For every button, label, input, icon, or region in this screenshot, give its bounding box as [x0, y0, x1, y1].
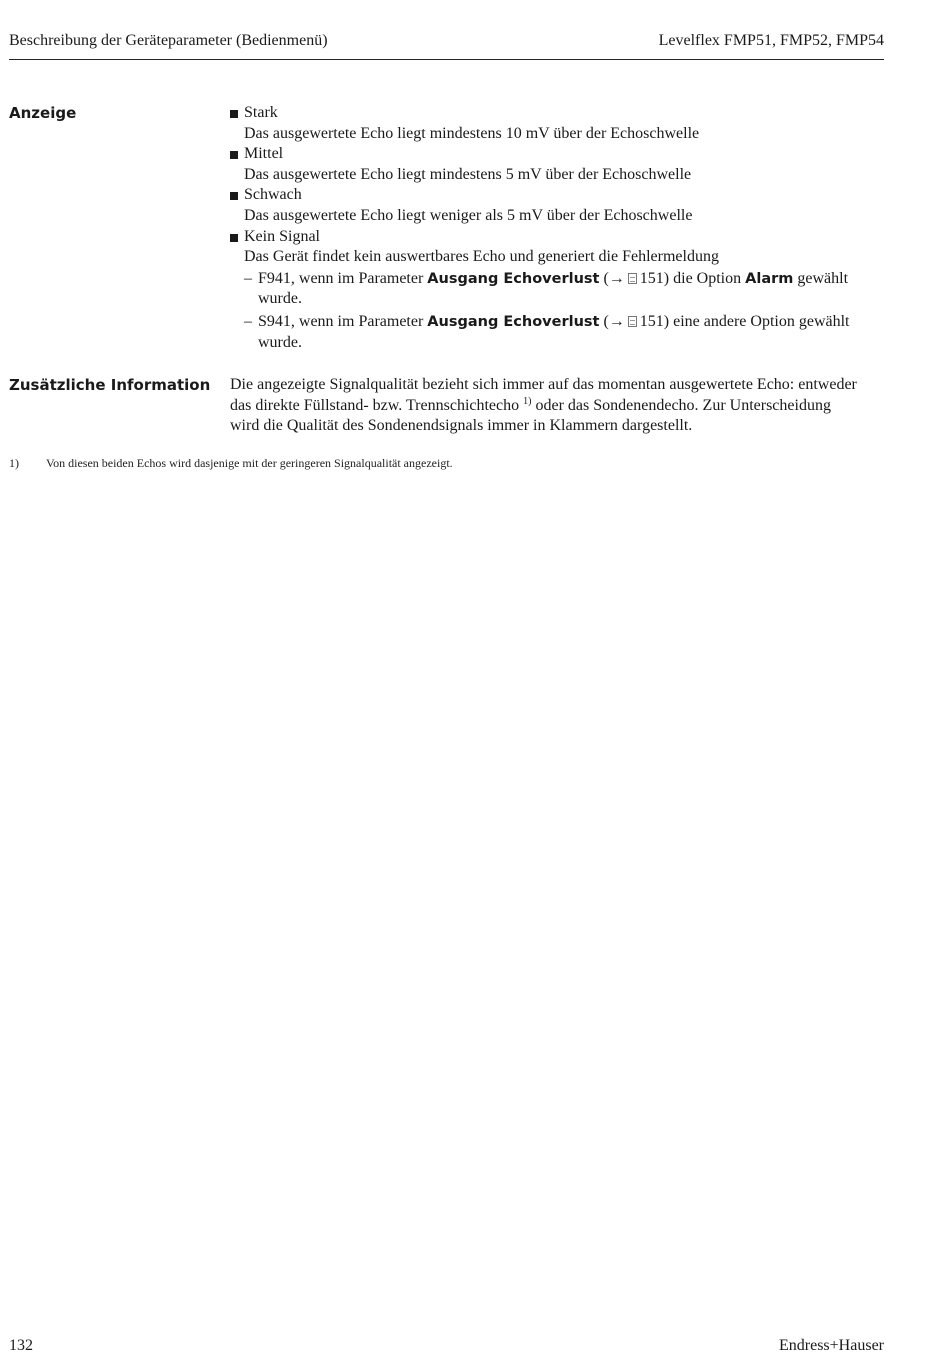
bullet-square-icon — [230, 151, 238, 159]
sub-item-s941 — [230, 312, 890, 353]
list-item-title: Stark — [244, 104, 278, 121]
bullet-square-icon — [230, 110, 238, 118]
header-divider — [9, 59, 884, 60]
sub-item-text: 151) die Option — [639, 269, 746, 287]
parameter-name: Ausgang Echoverlust — [427, 270, 600, 287]
list-item — [230, 227, 890, 248]
bullet-square-icon — [230, 234, 238, 242]
sub-item-text: S941, wenn im Parameter — [258, 312, 428, 330]
list-item-desc: Das ausgewertete Echo liegt mindestens 5 mV über der Echoschwelle — [244, 165, 692, 183]
info-text: das direkte Füllstand- bzw. Trennschichtecho — [230, 396, 524, 414]
anzeige-label: Anzeige — [9, 104, 77, 122]
option-name: Alarm — [745, 270, 794, 287]
footnote — [9, 455, 453, 471]
dash-marker: – — [244, 269, 252, 287]
sub-item-text: gewählt — [793, 269, 849, 287]
list-item-title: Mittel — [244, 145, 284, 163]
footnote-reference[interactable]: 1) — [523, 395, 532, 407]
ref-arrow: (→ — [599, 312, 625, 330]
ref-arrow: (→ — [599, 269, 625, 287]
anzeige-content — [230, 103, 890, 353]
info-label: Zusätzliche Information — [9, 376, 211, 394]
page-reference-icon — [628, 273, 637, 284]
sub-item-continuation: wurde. — [258, 290, 302, 308]
parameter-name: Ausgang Echoverlust — [427, 313, 600, 330]
list-item-title: Kein Signal — [244, 227, 320, 245]
header-section-title: Beschreibung der Geräteparameter (Bedienmenü) — [9, 32, 328, 49]
list-item — [230, 185, 890, 206]
footnote-number: 1) — [9, 456, 19, 470]
list-item-desc: Das ausgewertete Echo liegt mindestens 10 mV über der Echoschwelle — [244, 124, 700, 142]
list-item-title: Schwach — [244, 186, 302, 204]
dash-marker: – — [244, 312, 252, 330]
brand-name: Endress+Hauser — [779, 1337, 884, 1354]
list-item — [230, 103, 890, 124]
list-item — [230, 144, 890, 165]
sub-item-continuation: wurde. — [258, 333, 302, 351]
sub-item-text: F941, wenn im Parameter — [258, 269, 428, 287]
info-content — [230, 375, 890, 437]
footnote-text: Von diesen beiden Echos wird dasjenige mit der geringeren Signalqualität angezeigt. — [46, 456, 453, 470]
list-item-desc: Das ausgewertete Echo liegt weniger als 5 mV über der Echoschwelle — [244, 206, 693, 224]
list-item-desc: Das Gerät findet kein auswertbares Echo und generiert die Fehlermeldung — [244, 248, 719, 266]
header-product-name: Levelflex FMP51, FMP52, FMP54 — [658, 32, 884, 49]
page-reference-icon — [628, 316, 637, 327]
sub-item-f941 — [230, 269, 890, 310]
info-line: Die angezeigte Signalqualität bezieht sich immer auf das momentan ausgewertete Echo: entweder — [230, 376, 857, 393]
sub-item-text: 151) eine andere Option gewählt — [639, 312, 850, 330]
info-line — [230, 396, 890, 417]
info-line: wird die Qualität des Sondenendsignals immer in Klammern dargestellt. — [230, 417, 693, 435]
page-number: 132 — [9, 1337, 33, 1354]
info-text: oder das Sondenendecho. Zur Unterscheidung — [531, 396, 831, 414]
bullet-square-icon — [230, 192, 238, 200]
